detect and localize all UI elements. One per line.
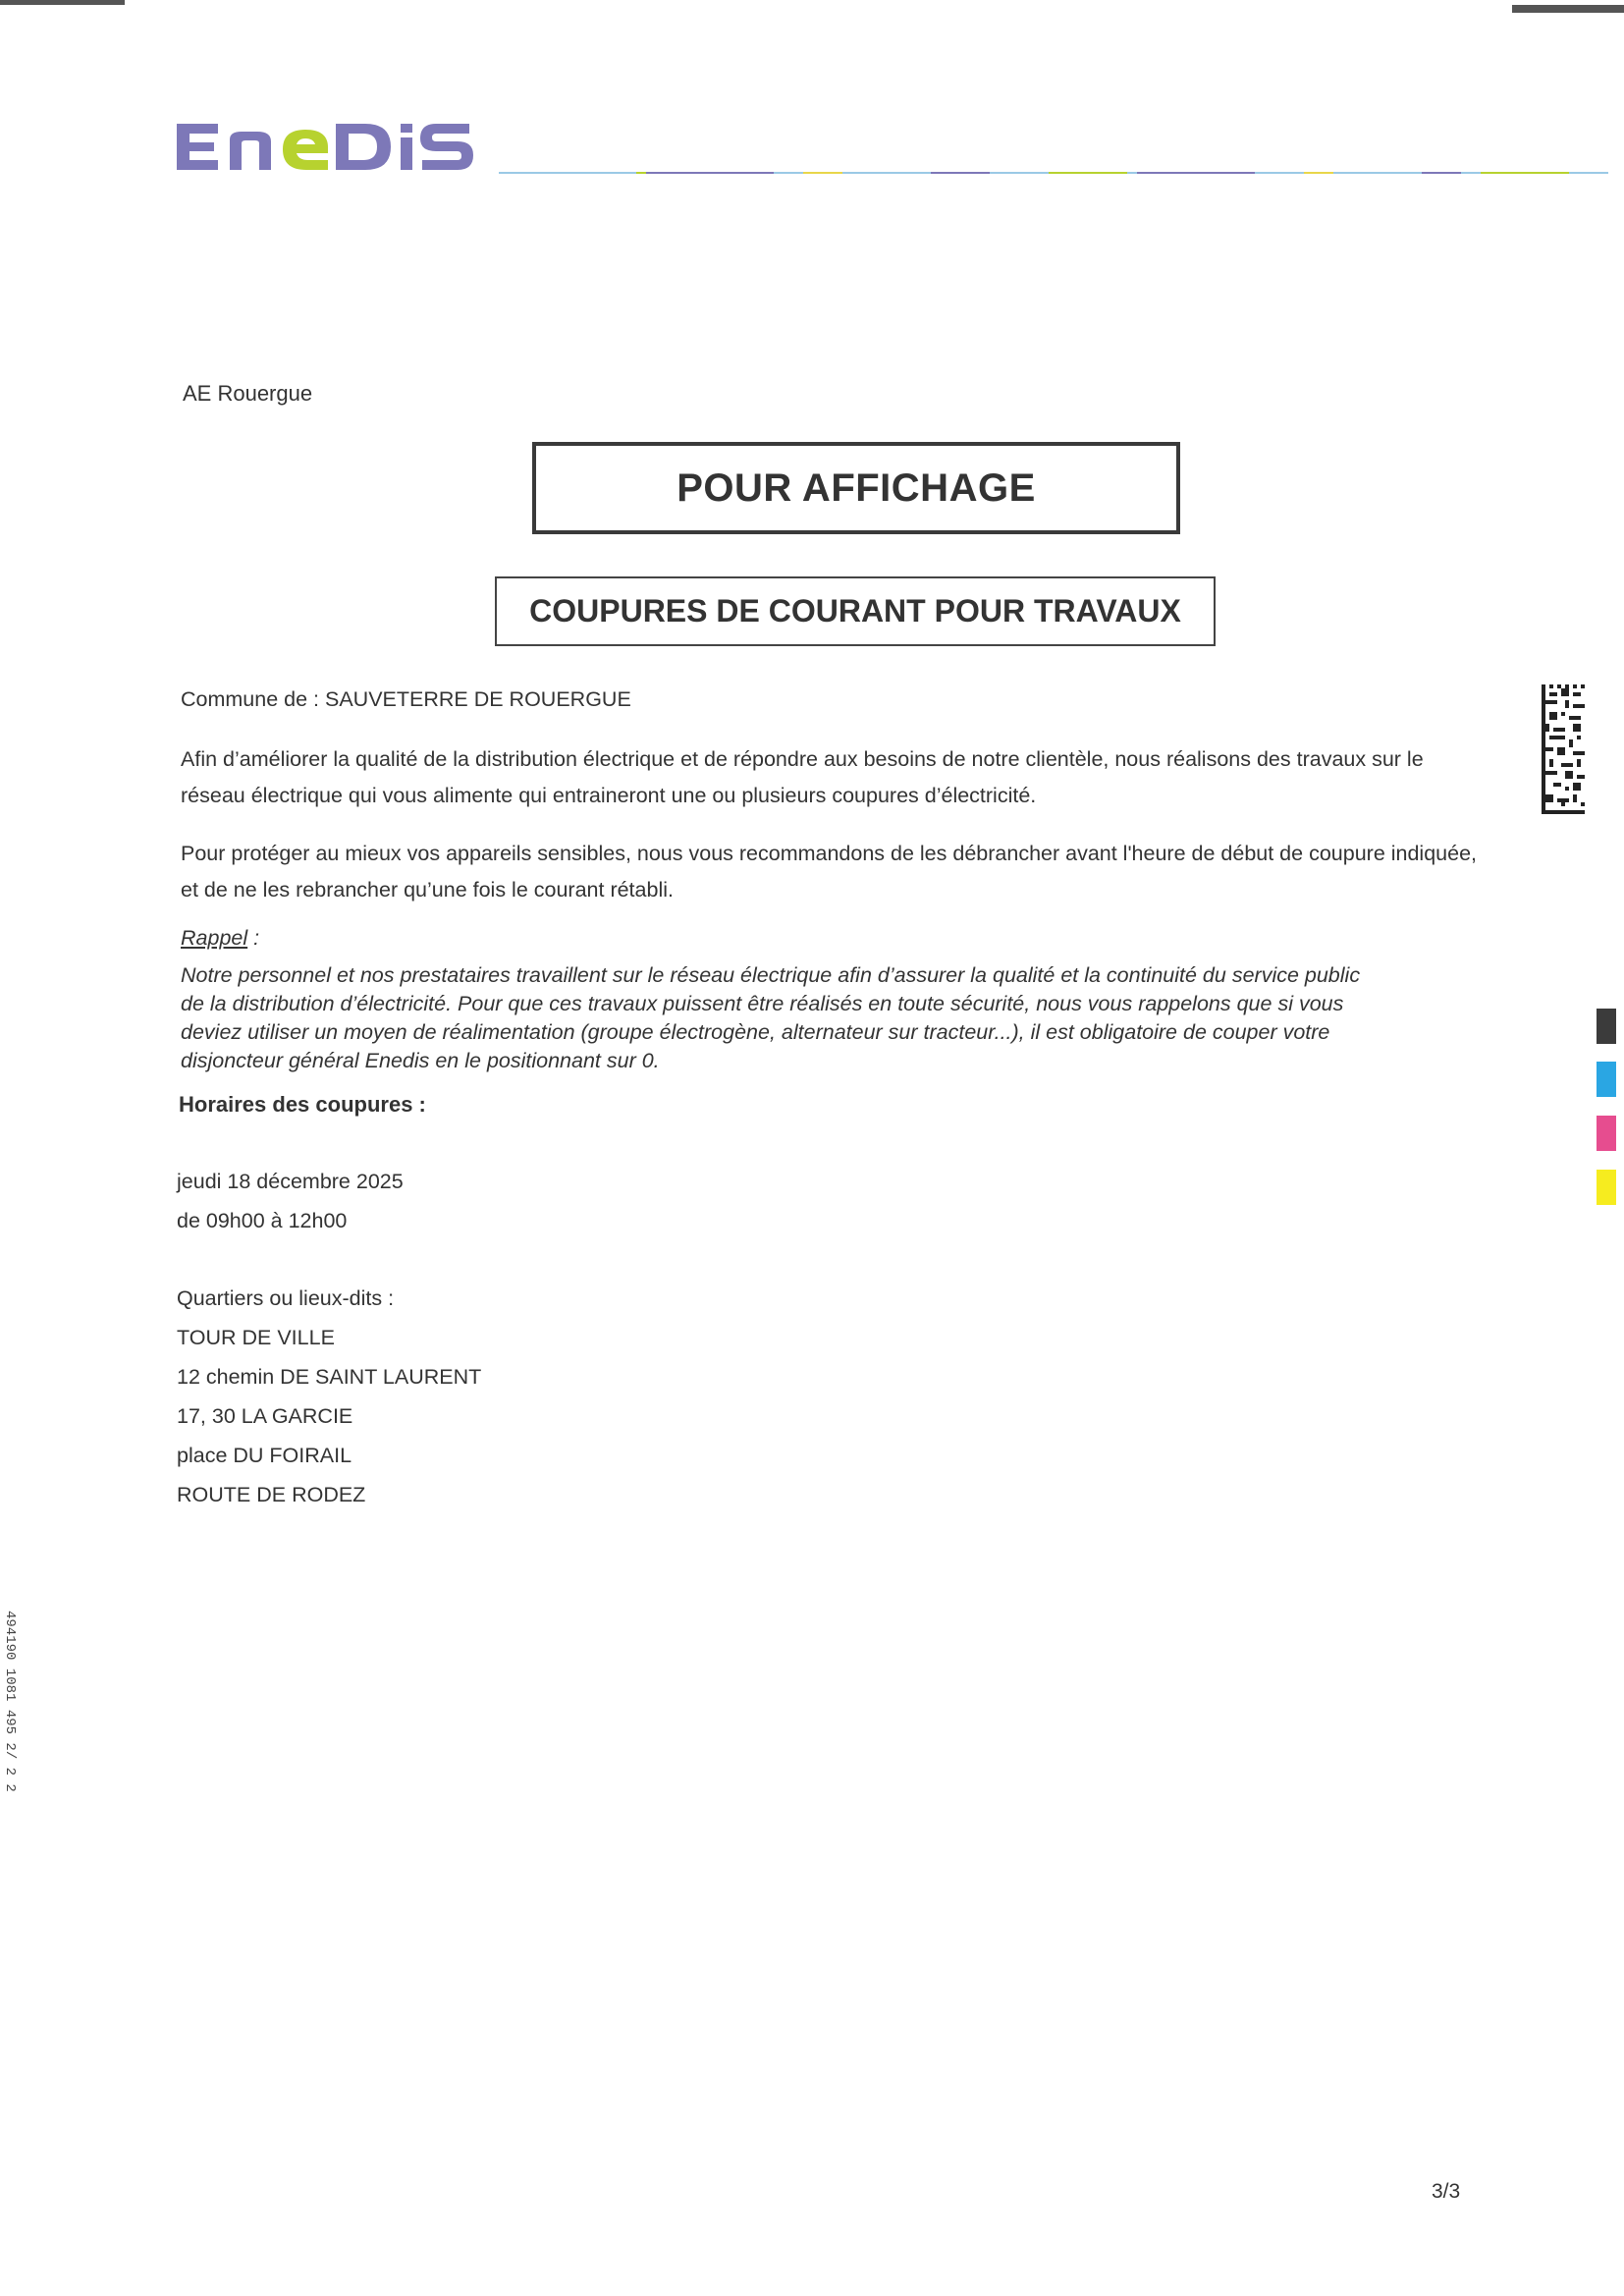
crop-mark-top-right <box>1512 5 1624 13</box>
outage-date: jeudi 18 décembre 2025 <box>177 1170 404 1193</box>
crop-mark-top-left <box>0 0 125 5</box>
quartiers-title: Quartiers ou lieux-dits : <box>177 1286 395 1310</box>
quartier-item: ROUTE DE RODEZ <box>177 1483 366 1506</box>
rappel-line: de la distribution d’électricité. Pour que ces travaux puissent être réalisés en toute sécurité, nous vous rappelons que si vous <box>181 992 1344 1015</box>
agency-name: AE Rouergue <box>183 381 313 406</box>
title-text: POUR AFFICHAGE <box>677 465 1036 510</box>
paragraph-advice: Pour protéger au mieux vos appareils sensibles, nous vous recommandons de les débrancher avant l'heure de début de coupure indiquée, et de ne les rebrancher qu’une fois le courant rétabli. <box>181 842 1478 902</box>
title-box <box>532 442 1180 534</box>
quartier-item: TOUR DE VILLE <box>177 1326 335 1349</box>
rappel-label-suffix: : <box>247 926 260 950</box>
quartier-item: 12 chemin DE SAINT LAURENT <box>177 1365 482 1389</box>
horaires-title: Horaires des coupures : <box>179 1092 426 1117</box>
rappel-label-text: Rappel <box>181 926 248 950</box>
commune-line: Commune de : SAUVETERRE DE ROUERGUE <box>181 687 631 711</box>
swatch-magenta <box>1597 1116 1616 1151</box>
rappel-line: Notre personnel et nos prestataires travaillent sur le réseau électrique afin d’assurer la qualité et la continuité du service public <box>181 963 1361 987</box>
page-number: 3/3 <box>1432 2180 1461 2203</box>
datamatrix-barcode <box>1542 684 1585 814</box>
paragraph-intro: Afin d’améliorer la qualité de la distribution électrique et de répondre aux besoins de notre clientèle, nous réalisons des travaux sur le réseau électrique qui vous alimente qui entraineront une ou plusieurs coupures d’électricité. <box>181 747 1424 807</box>
header-rule <box>499 171 1608 175</box>
side-print-code: 494190 1081 495 2/ 2 2 <box>2 1611 18 1792</box>
swatch-black <box>1597 1009 1616 1044</box>
rappel-label <box>181 926 259 951</box>
enedis-logo <box>173 110 477 183</box>
rappel-body <box>181 961 1477 1075</box>
outage-time: de 09h00 à 12h00 <box>177 1209 348 1232</box>
subtitle-text: COUPURES DE COURANT POUR TRAVAUX <box>529 593 1181 629</box>
rappel-line: deviez utiliser un moyen de réalimentation (groupe électrogène, alternateur sur tracteur...), il est obligatoire de couper votre <box>181 1020 1330 1044</box>
subtitle-box <box>495 576 1216 646</box>
quartier-item: 17, 30 LA GARCIE <box>177 1404 353 1428</box>
rappel-line: disjoncteur général Enedis en le positionnant sur 0. <box>181 1049 660 1072</box>
quartier-item: place DU FOIRAIL <box>177 1444 352 1467</box>
swatch-cyan <box>1597 1062 1616 1097</box>
swatch-yellow <box>1597 1170 1616 1205</box>
